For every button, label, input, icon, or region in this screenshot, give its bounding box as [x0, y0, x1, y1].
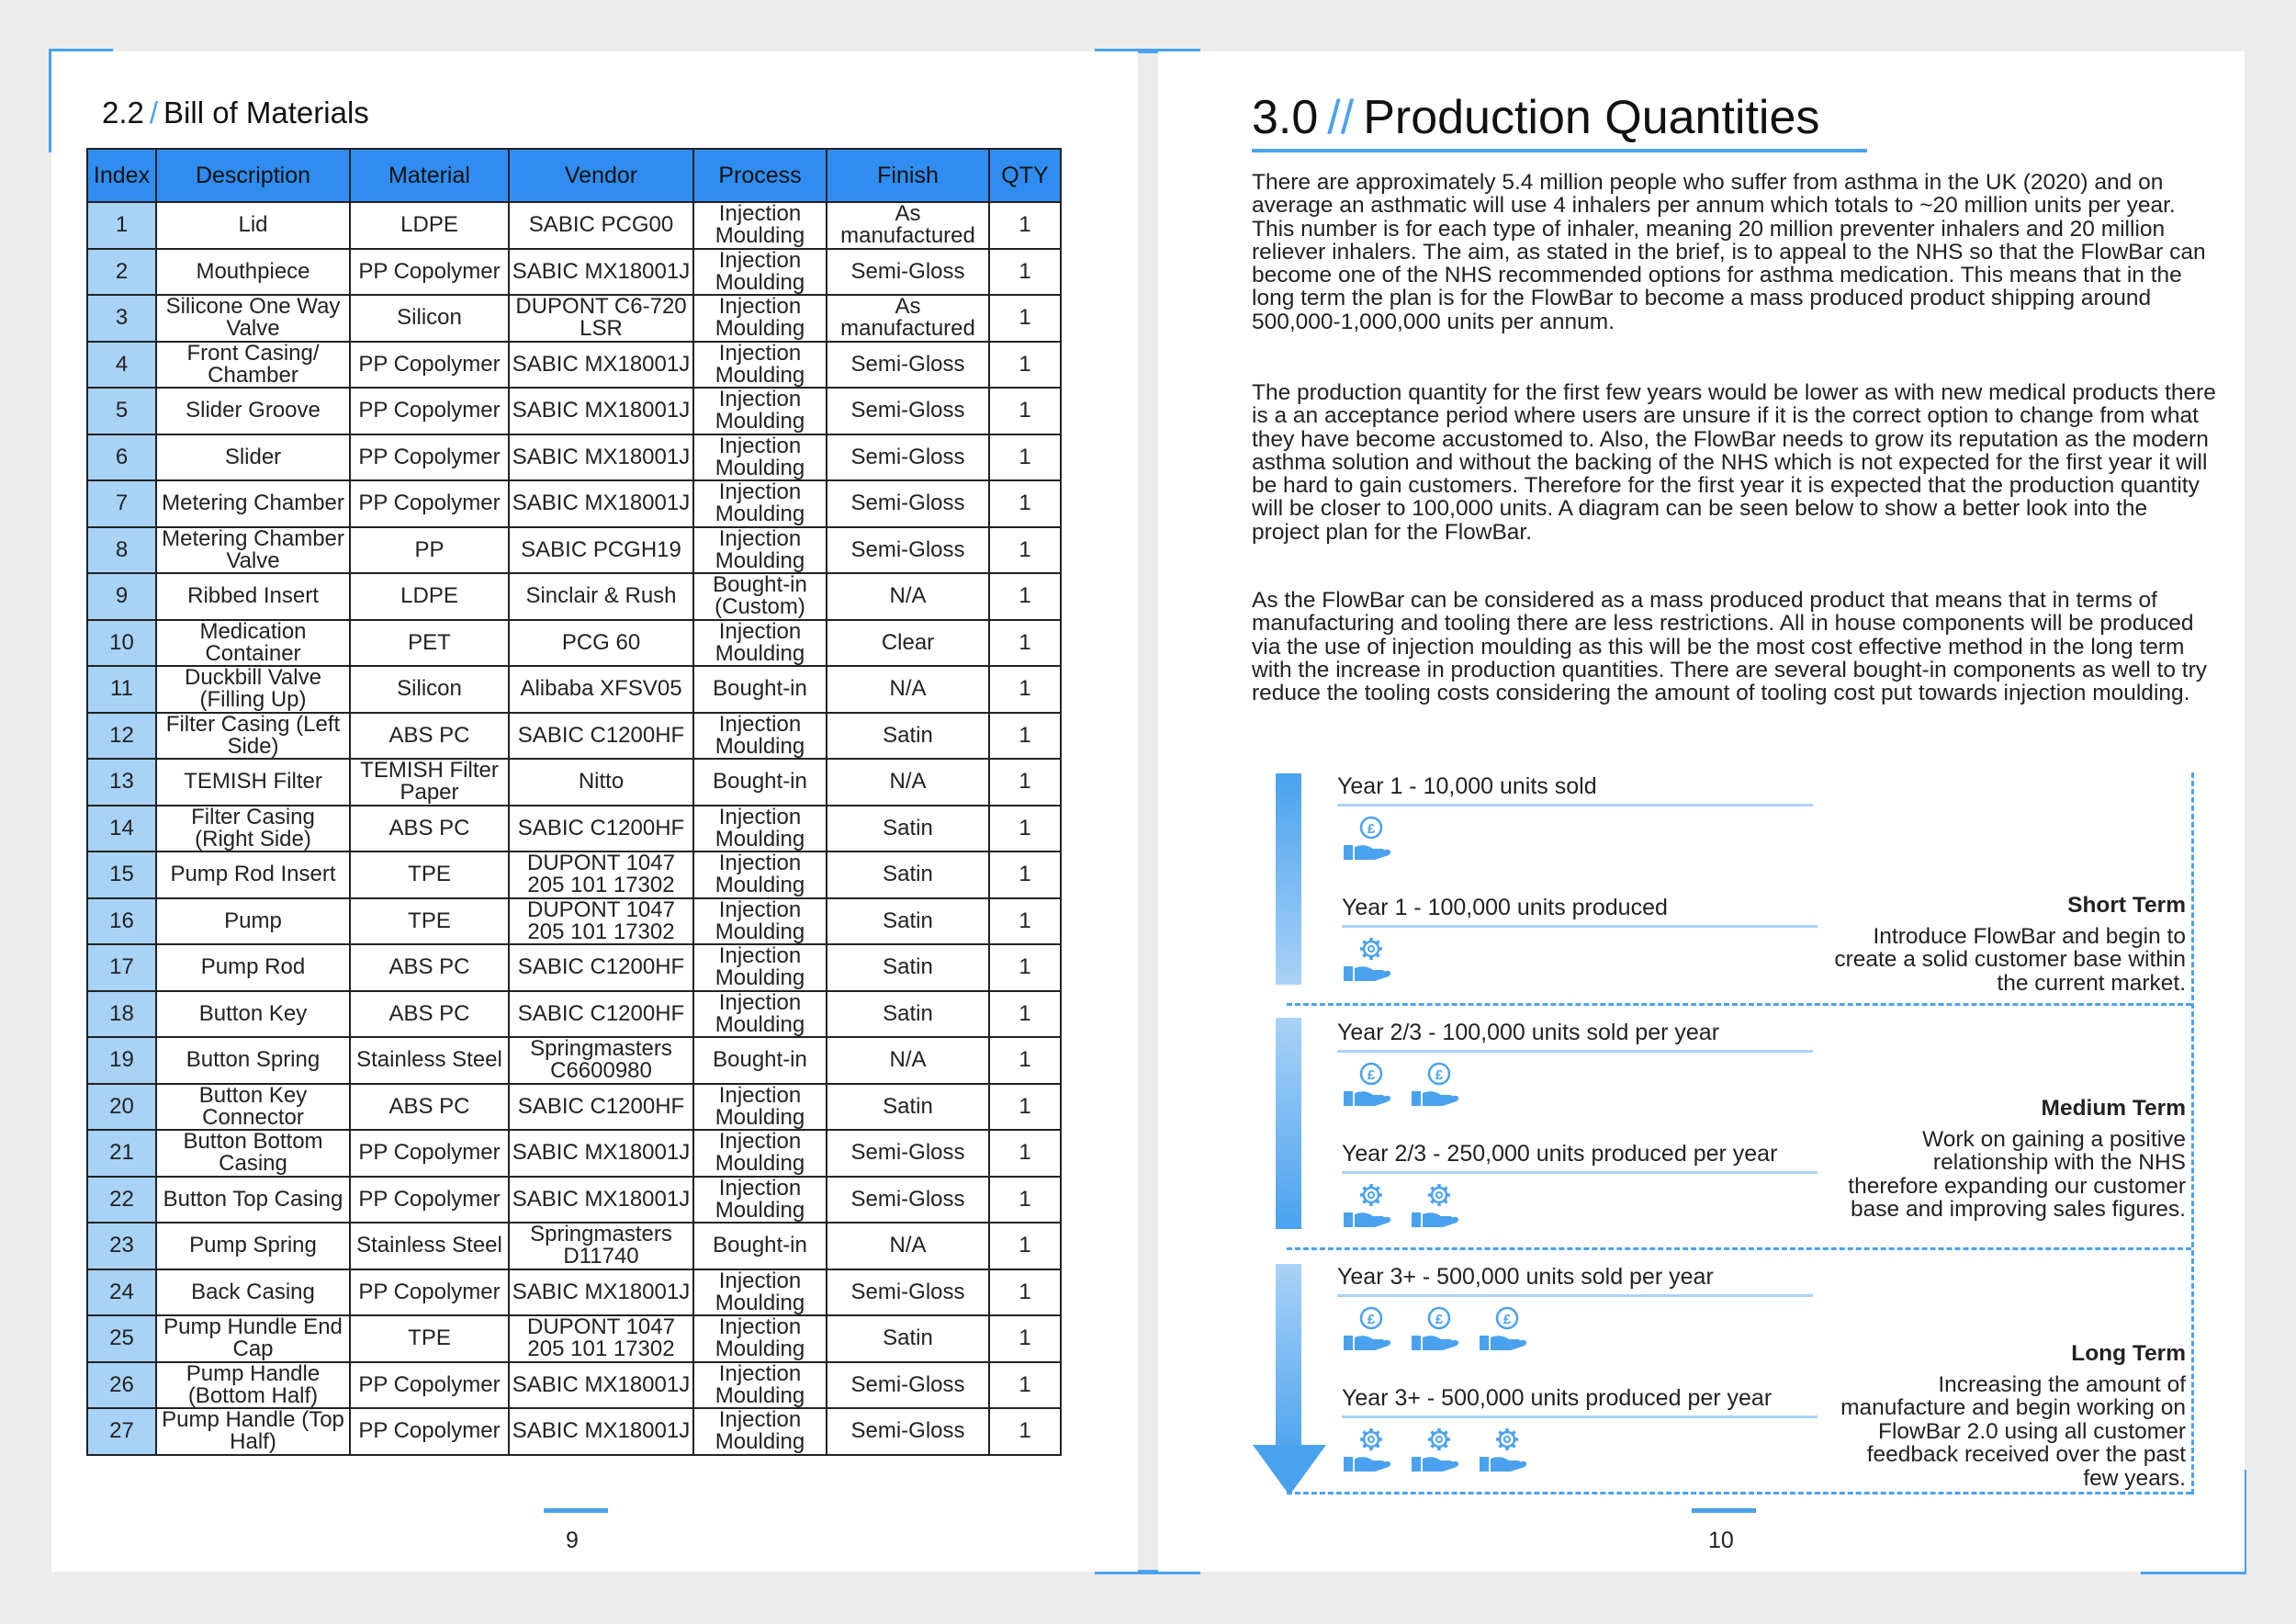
table-cell: SABIC MX18001J	[509, 1130, 693, 1177]
svg-text:£: £	[1367, 1067, 1376, 1083]
table-cell: Injection Moulding	[693, 1408, 827, 1455]
svg-text:£: £	[1503, 1312, 1512, 1327]
table-cell: 16	[87, 898, 156, 945]
stage-medium-sold: Year 2/3 - 100,000 units sold per year	[1337, 1020, 1720, 1045]
stage-medium-sold-rule	[1337, 1050, 1813, 1053]
table-cell: 1	[989, 759, 1061, 806]
table-cell: Ribbed Insert	[156, 573, 350, 620]
stage-long-sold: Year 3+ - 500,000 units sold per year	[1337, 1264, 1714, 1290]
table-cell: SABIC MX18001J	[509, 249, 693, 296]
table-cell: Button Key	[156, 991, 350, 1038]
table-cell: Metering Chamber	[156, 480, 350, 527]
dashed-divider-1	[1287, 1003, 2191, 1006]
page-bill-of-materials	[51, 51, 1138, 1572]
table-cell: 1	[989, 1269, 1061, 1316]
table-cell: TEMISH Filter	[156, 759, 350, 806]
table-cell: Injection Moulding	[693, 480, 827, 527]
table-cell: Button Top Casing	[156, 1177, 350, 1224]
section-heading: Production Quantities	[1363, 91, 1820, 144]
table-cell: Semi-Gloss	[827, 1130, 989, 1177]
term-medium-text: Work on gaining a positive relationship with the NHS therefore expanding our customer base and improving sales figures.	[1848, 1126, 2186, 1222]
svg-text:£: £	[1435, 1067, 1444, 1083]
table-cell: 21	[87, 1130, 156, 1177]
table-cell: Semi-Gloss	[827, 1177, 989, 1224]
table-cell: SABIC C1200HF	[509, 944, 693, 991]
hand-gear-icon	[1340, 1181, 1395, 1229]
table-cell: SABIC MX18001J	[509, 480, 693, 527]
table-cell: 9	[87, 573, 156, 620]
table-cell: 27	[87, 1408, 156, 1455]
hand-gear-icon	[1340, 935, 1395, 983]
table-cell: Semi-Gloss	[827, 342, 989, 389]
table-cell: PP Copolymer	[350, 1269, 509, 1316]
table-cell: 22	[87, 1177, 156, 1224]
table-row	[87, 1084, 1061, 1131]
table-cell: Clear	[827, 620, 989, 667]
table-cell: 4	[87, 342, 156, 389]
stage-medium-produced: Year 2/3 - 250,000 units produced per year	[1342, 1141, 1778, 1167]
hand-gear-icon	[1476, 1426, 1531, 1473]
table-cell: Injection Moulding	[693, 806, 827, 852]
table-cell: Injection Moulding	[693, 713, 827, 760]
table-cell: LDPE	[350, 202, 509, 249]
page-number-accent	[544, 1508, 608, 1513]
table-cell: SABIC MX18001J	[509, 1408, 693, 1455]
dashed-divider-3	[1287, 1492, 2191, 1494]
table-cell: PP Copolymer	[350, 1130, 509, 1177]
table-row	[87, 202, 1061, 249]
table-cell: PP Copolymer	[350, 388, 509, 434]
table-cell: 14	[87, 806, 156, 852]
table-cell: Injection Moulding	[693, 1315, 827, 1362]
table-cell: 1	[989, 388, 1061, 434]
table-cell: Injection Moulding	[693, 1084, 827, 1131]
table-cell: 15	[87, 851, 156, 898]
table-cell: Sinclair & Rush	[509, 573, 693, 620]
table-cell: ABS PC	[350, 991, 509, 1038]
table-cell: Button Spring	[156, 1037, 350, 1084]
table-cell: 3	[87, 295, 156, 342]
table-cell: Medication Container	[156, 620, 350, 667]
stage-long-produced: Year 3+ - 500,000 units produced per year	[1342, 1385, 1773, 1411]
hand-pound-icon	[1476, 1304, 1531, 1352]
table-cell: 1	[989, 620, 1061, 667]
stage-long-sold-icons	[1340, 1304, 1531, 1352]
bill-of-materials-table	[86, 148, 1062, 1456]
table-cell: Front Casing/ Chamber	[156, 342, 350, 389]
table-cell: ABS PC	[350, 713, 509, 760]
table-cell: TPE	[350, 851, 509, 898]
table-cell: Springmasters C6600980	[509, 1037, 693, 1084]
table-cell: 25	[87, 1315, 156, 1362]
table-cell: Pump Spring	[156, 1223, 350, 1269]
paragraph-acceptance: The production quantity for the first few years would be lower as with new medical products there is a an acceptance period where users are unsure if it is the correct option to change from what they have become accustomed to. Also, the FlowBar needs to grow its reputation as the modern asthma solution and without the backing of the NHS which is not expected for the first year it will be hard to gain customers. Therefore for the first year it is expected that the production quantity will be closer to 100,000 units. A diagram can be seen below to show a better look into the project plan for the FlowBar.	[1252, 380, 2216, 545]
table-cell: 8	[87, 527, 156, 574]
table-cell: 5	[87, 388, 156, 434]
stage-short-produced: Year 1 - 100,000 units produced	[1342, 895, 1668, 920]
table-row	[87, 898, 1061, 945]
table-row	[87, 806, 1061, 852]
table-cell: Alibaba XFSV05	[509, 666, 693, 713]
table-row	[87, 759, 1061, 806]
table-cell: Button Bottom Casing	[156, 1130, 350, 1177]
table-row	[87, 1362, 1061, 1409]
table-cell: 1	[989, 1037, 1061, 1084]
table-cell: ABS PC	[350, 806, 509, 852]
table-cell: DUPONT 1047 205 101 17302	[509, 851, 693, 898]
table-row	[87, 620, 1061, 667]
section-number: 2.2	[102, 96, 144, 130]
hand-pound-icon	[1340, 1060, 1395, 1108]
table-cell: N/A	[827, 759, 989, 806]
hand-pound-icon	[1408, 1304, 1463, 1352]
hand-pound-icon	[1408, 1060, 1463, 1108]
table-row	[87, 249, 1061, 296]
table-cell: Pump Rod	[156, 944, 350, 991]
table-cell: As manufactured	[827, 202, 989, 249]
table-cell: 26	[87, 1362, 156, 1409]
table-row	[87, 527, 1061, 574]
term-medium-title: Medium Term	[2041, 1096, 2186, 1121]
stage-bar-short	[1276, 773, 1301, 985]
column-header: QTY	[989, 149, 1061, 202]
table-cell: Semi-Gloss	[827, 249, 989, 296]
title-slash: /	[149, 96, 159, 130]
section-title	[102, 96, 369, 130]
table-cell: Semi-Gloss	[827, 1408, 989, 1455]
table-cell: 1	[989, 1177, 1061, 1224]
column-header: Finish	[827, 149, 989, 202]
table-cell: PP	[350, 527, 509, 574]
table-cell: Pump Hundle End Cap	[156, 1315, 350, 1362]
table-cell: 7	[87, 480, 156, 527]
table-cell: PP Copolymer	[350, 480, 509, 527]
term-medium	[1846, 1097, 2186, 1222]
table-cell: 1	[989, 434, 1061, 481]
table-cell: 1	[989, 480, 1061, 527]
table-row	[87, 1037, 1061, 1084]
term-short-text: Introduce FlowBar and begin to create a solid customer base within the current market.	[1834, 923, 2186, 996]
table-row	[87, 388, 1061, 434]
section-number: 3.0	[1252, 91, 1319, 144]
table-body	[87, 202, 1061, 1455]
table-cell: 1	[989, 527, 1061, 574]
table-cell: ABS PC	[350, 944, 509, 991]
table-cell: SABIC C1200HF	[509, 1084, 693, 1131]
table-row	[87, 1408, 1061, 1455]
table-cell: 24	[87, 1269, 156, 1316]
table-cell: As manufactured	[827, 295, 989, 342]
paragraph-market: There are approximately 5.4 million people who suffer from asthma in the UK (2020) and on average an asthmatic will use 4 inhalers per annum which totals to ~20 million units per year. This number is for each type of inhaler, meaning 20 million preventer inhalers and 20 million reliever inhalers. The aim, as stated in the brief, is to appeal to the NHS so that the FlowBar can become one of the NHS recommended options for asthma medication. This means that in the long term the plan is for the FlowBar to become a mass produced product shipping around 500,000-1,000,000 units per annum.	[1252, 170, 2206, 334]
table-cell: SABIC MX18001J	[509, 388, 693, 434]
table-cell: Bought-in	[693, 1037, 827, 1084]
table-cell: SABIC MX18001J	[509, 342, 693, 389]
table-cell: Satin	[827, 713, 989, 760]
table-cell: Semi-Gloss	[827, 1269, 989, 1316]
hand-pound-icon	[1340, 814, 1395, 862]
table-cell: 6	[87, 434, 156, 481]
table-row	[87, 944, 1061, 991]
table-cell: 1	[989, 1084, 1061, 1131]
table-cell: 1	[989, 1223, 1061, 1269]
table-row	[87, 1130, 1061, 1177]
table-cell: 1	[989, 898, 1061, 945]
table-cell: 1	[989, 806, 1061, 852]
table-cell: 1	[989, 944, 1061, 991]
table-cell: Injection Moulding	[693, 898, 827, 945]
stage-short-sold-icons	[1340, 814, 1395, 862]
table-row	[87, 434, 1061, 481]
table-cell: Injection Moulding	[693, 991, 827, 1038]
table-cell: Silicone One Way Valve	[156, 295, 350, 342]
table-cell: N/A	[827, 1037, 989, 1084]
table-cell: Injection Moulding	[693, 342, 827, 389]
table-cell: Injection Moulding	[693, 1269, 827, 1316]
table-row	[87, 573, 1061, 620]
page-number: 9	[566, 1528, 579, 1553]
hand-gear-icon	[1408, 1426, 1463, 1473]
down-arrow-icon	[1253, 1445, 1326, 1498]
table-cell: Pump	[156, 898, 350, 945]
term-long	[1828, 1342, 2186, 1490]
table-cell: Satin	[827, 944, 989, 991]
term-long-title: Long Term	[2071, 1341, 2186, 1366]
term-short-title: Short Term	[2067, 893, 2186, 918]
page-number-accent	[1692, 1508, 1756, 1513]
stage-medium-produced-icons	[1340, 1181, 1463, 1229]
table-cell: Semi-Gloss	[827, 480, 989, 527]
table-cell: 12	[87, 713, 156, 760]
stage-long-produced-rule	[1342, 1415, 1818, 1418]
table-cell: Mouthpiece	[156, 249, 350, 296]
table-row	[87, 342, 1061, 389]
table-cell: 13	[87, 759, 156, 806]
table-cell: 1	[989, 295, 1061, 342]
column-header: Description	[156, 149, 350, 202]
table-cell: 1	[989, 573, 1061, 620]
table-cell: Injection Moulding	[693, 1362, 827, 1409]
stage-long-produced-icons	[1340, 1426, 1531, 1473]
table-cell: PP Copolymer	[350, 1362, 509, 1409]
stage-long-sold-rule	[1337, 1294, 1813, 1297]
table-cell: PCG 60	[509, 620, 693, 667]
table-row	[87, 1315, 1061, 1362]
table-cell: LDPE	[350, 573, 509, 620]
table-cell: 1	[989, 1362, 1061, 1409]
stage-medium-sold-icons	[1340, 1060, 1463, 1108]
table-cell: Silicon	[350, 295, 509, 342]
table-cell: Injection Moulding	[693, 249, 827, 296]
table-cell: SABIC MX18001J	[509, 1362, 693, 1409]
table-cell: SABIC C1200HF	[509, 991, 693, 1038]
table-cell: Pump Handle (Bottom Half)	[156, 1362, 350, 1409]
table-cell: Injection Moulding	[693, 434, 827, 481]
hand-gear-icon	[1340, 1426, 1395, 1473]
table-cell: PP Copolymer	[350, 342, 509, 389]
table-cell: 1	[87, 202, 156, 249]
table-cell: 1	[989, 1130, 1061, 1177]
table-cell: DUPONT 1047 205 101 17302	[509, 898, 693, 945]
dashed-divider-2	[1287, 1247, 2191, 1250]
page-production-quantities	[1158, 51, 2245, 1572]
svg-text:£: £	[1435, 1312, 1444, 1327]
table-cell: Springmasters D11740	[509, 1223, 693, 1269]
table-cell: Injection Moulding	[693, 295, 827, 342]
svg-text:£: £	[1367, 1312, 1376, 1327]
stage-short-produced-icons	[1340, 935, 1395, 983]
column-header: Vendor	[509, 149, 693, 202]
table-cell: Satin	[827, 851, 989, 898]
table-cell: PP Copolymer	[350, 434, 509, 481]
table-cell: Slider	[156, 434, 350, 481]
table-cell: Bought-in	[693, 1223, 827, 1269]
paragraph-manufacturing: As the FlowBar can be considered as a mass produced product that means that in terms of manufacturing and tooling there are less restrictions. All in house components will be produced via the use of injection moulding as this will be the most cost effective method in the long term with the increase in production quantities. There are several bought-in components as well to try reduce the tooling costs considering the amount of tooling cost put towards injection moulding.	[1252, 588, 2208, 706]
table-cell: Injection Moulding	[693, 1130, 827, 1177]
table-cell: Bought-in	[693, 759, 827, 806]
table-header-row	[87, 149, 1061, 202]
table-cell: Semi-Gloss	[827, 434, 989, 481]
table-cell: 1	[989, 342, 1061, 389]
term-short	[1818, 894, 2186, 995]
table-cell: 1	[989, 713, 1061, 760]
table-cell: 1	[989, 1408, 1061, 1455]
table-cell: Injection Moulding	[693, 620, 827, 667]
table-cell: 1	[989, 202, 1061, 249]
table-cell: TPE	[350, 898, 509, 945]
table-cell: Silicon	[350, 666, 509, 713]
table-cell: Satin	[827, 898, 989, 945]
table-cell: Injection Moulding	[693, 388, 827, 434]
svg-text:£: £	[1367, 821, 1376, 837]
column-header: Material	[350, 149, 509, 202]
table-row	[87, 1269, 1061, 1316]
stage-short-sold: Year 1 - 10,000 units sold	[1337, 773, 1597, 799]
table-cell: Pump Rod Insert	[156, 851, 350, 898]
table-cell: SABIC PCG00	[509, 202, 693, 249]
table-cell: SABIC C1200HF	[509, 806, 693, 852]
table-cell: 19	[87, 1037, 156, 1084]
table-cell: 20	[87, 1084, 156, 1131]
hand-gear-icon	[1408, 1181, 1463, 1229]
term-long-text: Increasing the amount of manufacture and begin working on FlowBar 2.0 using all customer feedback received over the past few years.	[1840, 1371, 2186, 1491]
table-cell: 1	[989, 851, 1061, 898]
table-cell: 1	[989, 1315, 1061, 1362]
table-cell: SABIC PCGH19	[509, 527, 693, 574]
table-cell: Injection Moulding	[693, 527, 827, 574]
table-cell: PP Copolymer	[350, 249, 509, 296]
table-cell: PP Copolymer	[350, 1408, 509, 1455]
table-cell: 23	[87, 1223, 156, 1269]
table-cell: Bought-in	[693, 666, 827, 713]
stage-medium-produced-rule	[1342, 1171, 1818, 1174]
table-cell: Semi-Gloss	[827, 388, 989, 434]
table-cell: 11	[87, 666, 156, 713]
table-cell: Filter Casing (Right Side)	[156, 806, 350, 852]
stage-bar-long	[1276, 1264, 1301, 1461]
table-cell: Stainless Steel	[350, 1223, 509, 1269]
dashed-border-right	[2191, 773, 2194, 1494]
table-row	[87, 991, 1061, 1038]
table-cell: PP Copolymer	[350, 1177, 509, 1224]
hand-pound-icon	[1340, 1304, 1395, 1352]
table-cell: Satin	[827, 1084, 989, 1131]
table-cell: Satin	[827, 991, 989, 1038]
stage-bar-medium	[1276, 1018, 1301, 1229]
table-cell: SABIC C1200HF	[509, 713, 693, 760]
table-cell: Lid	[156, 202, 350, 249]
table-cell: 1	[989, 249, 1061, 296]
column-header: Process	[693, 149, 827, 202]
column-header: Index	[87, 149, 156, 202]
table-cell: SABIC MX18001J	[509, 1269, 693, 1316]
table-cell: TPE	[350, 1315, 509, 1362]
table-cell: Satin	[827, 1315, 989, 1362]
page-number: 10	[1708, 1528, 1734, 1553]
stage-short-sold-rule	[1337, 804, 1813, 806]
title-slash: //	[1327, 91, 1355, 144]
section-heading: Bill of Materials	[163, 96, 369, 130]
table-row	[87, 1223, 1061, 1269]
table-cell: ABS PC	[350, 1084, 509, 1131]
table-cell: Filter Casing (Left Side)	[156, 713, 350, 760]
table-cell: SABIC MX18001J	[509, 434, 693, 481]
table-cell: 2	[87, 249, 156, 296]
table-cell: DUPONT C6-720 LSR	[509, 295, 693, 342]
table-cell: 1	[989, 991, 1061, 1038]
table-cell: PET	[350, 620, 509, 667]
table-row	[87, 480, 1061, 527]
table-cell: N/A	[827, 573, 989, 620]
table-cell: Injection Moulding	[693, 202, 827, 249]
table-cell: Nitto	[509, 759, 693, 806]
table-cell: Injection Moulding	[693, 1177, 827, 1224]
table-cell: N/A	[827, 666, 989, 713]
table-cell: Injection Moulding	[693, 944, 827, 991]
table-cell: Back Casing	[156, 1269, 350, 1316]
table-row	[87, 666, 1061, 713]
table-cell: Duckbill Valve (Filling Up)	[156, 666, 350, 713]
table-row	[87, 295, 1061, 342]
table-cell: 10	[87, 620, 156, 667]
table-cell: Stainless Steel	[350, 1037, 509, 1084]
table-cell: Bought-in (Custom)	[693, 573, 827, 620]
table-cell: Semi-Gloss	[827, 527, 989, 574]
table-cell: TEMISH Filter Paper	[350, 759, 509, 806]
table-cell: 1	[989, 666, 1061, 713]
table-row	[87, 1177, 1061, 1224]
table-cell: Button Key Connector	[156, 1084, 350, 1131]
table-cell: Metering Chamber Valve	[156, 527, 350, 574]
table-cell: Semi-Gloss	[827, 1362, 989, 1409]
table-cell: Slider Groove	[156, 388, 350, 434]
table-cell: SABIC MX18001J	[509, 1177, 693, 1224]
table-cell: Pump Handle (Top Half)	[156, 1408, 350, 1455]
table-row	[87, 851, 1061, 898]
table-cell: 17	[87, 944, 156, 991]
page-title	[1252, 90, 1819, 145]
title-underline	[1252, 149, 1867, 152]
table-cell: N/A	[827, 1223, 989, 1269]
table-cell: 18	[87, 991, 156, 1038]
table-cell: DUPONT 1047 205 101 17302	[509, 1315, 693, 1362]
table-cell: Injection Moulding	[693, 851, 827, 898]
stage-short-produced-rule	[1342, 925, 1818, 928]
table-cell: Satin	[827, 806, 989, 852]
table-row	[87, 713, 1061, 760]
